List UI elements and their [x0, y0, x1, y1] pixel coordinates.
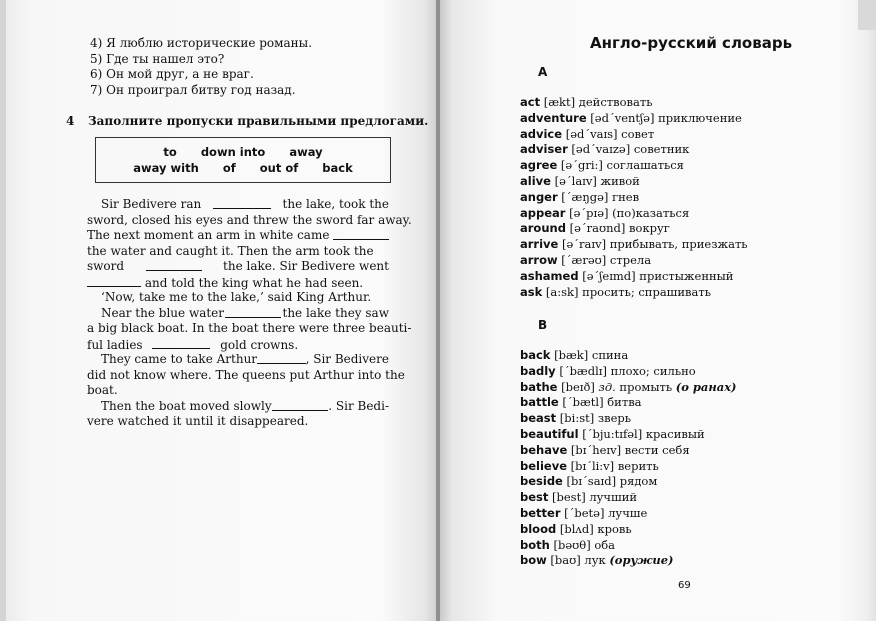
headword: arrow — [520, 252, 558, 267]
headword: badly — [520, 363, 556, 378]
entry-definition: [ə΄gri:] соглашаться — [557, 158, 684, 173]
entry-definition: [ə΄laɪv] живой — [550, 173, 640, 188]
dictionary-entry — [520, 459, 737, 475]
headword: beautiful — [520, 426, 579, 441]
story-fragment: gold crowns. — [220, 337, 299, 352]
headword: bathe — [520, 379, 558, 394]
headword: blood — [520, 521, 557, 536]
entry-definition: [bɪ΄heɪv] вести себя — [567, 442, 690, 457]
entry-definition: [ə΄pɪə] (по)казаться — [565, 205, 690, 220]
blank-line — [87, 275, 141, 287]
entry-definition: [best] лучший — [548, 490, 638, 505]
story-line — [87, 337, 389, 353]
blank-line — [152, 337, 210, 349]
blank-line — [272, 399, 328, 411]
dictionary-entry — [520, 237, 748, 253]
word-option: away with — [133, 161, 199, 175]
dictionary-entry — [520, 142, 748, 158]
entry-definition: [əd΄vaɪzə] советник — [567, 142, 690, 157]
headword: both — [520, 537, 550, 552]
blank-line — [257, 352, 306, 364]
story-fragment: The next moment an arm in white came — [87, 228, 330, 242]
entry-definition: [a:sk] просить; спрашивать — [542, 284, 711, 299]
entry-definition: [bi:st] зверь — [556, 411, 632, 426]
word-option: out of — [259, 161, 299, 175]
dictionary-entry — [520, 522, 737, 538]
story-fragment: Sir Bedivere ran — [101, 197, 202, 211]
headword: believe — [520, 458, 568, 473]
story-text — [87, 197, 412, 430]
dictionary-entry — [520, 553, 737, 569]
headword: anger — [520, 189, 558, 204]
story-fragment: . Sir Bedi- — [328, 398, 389, 413]
headword: behave — [520, 442, 568, 457]
headword: act — [520, 95, 541, 109]
section-letter-a: A — [538, 65, 548, 79]
headword: bow — [520, 553, 547, 568]
story-fragment: ful ladies — [87, 337, 143, 352]
story-line: sword, closed his eyes and threw the sword far away. — [87, 212, 412, 227]
dictionary-entry — [520, 380, 737, 396]
story-line — [87, 275, 389, 291]
page-corner — [858, 0, 876, 30]
page-number: 69 — [678, 580, 691, 591]
entry-definition: [əd΄vaɪs] совет — [562, 126, 655, 141]
headword: agree — [520, 158, 558, 173]
dictionary-entry — [520, 506, 737, 522]
dictionary-entry — [520, 206, 748, 222]
entry-note: зд. — [598, 379, 616, 394]
story-line: ‘Now, take me to the lake,’ said King Arthur. — [101, 290, 372, 304]
story-line: did not know where. The queens put Arthur into the — [87, 367, 405, 382]
entry-definition: [΄bædlɪ] плохо; сильно — [555, 363, 696, 378]
left-page-edge — [0, 0, 6, 621]
dictionary-entry — [520, 285, 748, 301]
book-gutter — [436, 0, 440, 621]
dictionary-title: Англо-русский словарь — [590, 34, 793, 52]
story-fragment: Near the blue water — [101, 305, 225, 320]
story-line: the water and caught it. Then the arm took the — [87, 243, 374, 258]
sentence-item: 7) Он проиграл битву год назад. — [90, 82, 296, 97]
exercise-number: 4 — [66, 114, 75, 128]
word-option: of — [222, 161, 236, 175]
word-option: back — [322, 161, 353, 175]
word-box-row — [96, 160, 390, 176]
entry-definition: [beɪð] — [557, 379, 599, 394]
dictionary-entry — [520, 364, 737, 380]
entry-definition: [ə΄raʊnd] вокруг — [565, 221, 670, 236]
entry-definition: [ə΄ʃeɪmd] пристыженный — [578, 268, 734, 283]
headword: appear — [520, 205, 566, 220]
word-option: to — [163, 145, 177, 159]
dictionary-entry — [520, 174, 748, 190]
dictionary-entry — [520, 411, 737, 427]
entries-b — [520, 348, 737, 569]
dictionary-entry — [520, 253, 748, 269]
dictionary-entry — [520, 538, 737, 554]
dictionary-entry — [520, 474, 737, 490]
entry-note: (оружие) — [609, 553, 674, 568]
blank-line — [213, 197, 271, 209]
entry-definition: [΄betə] лучше — [560, 505, 648, 520]
story-line — [87, 197, 389, 213]
entry-note: (о ранах) — [675, 379, 737, 394]
headword: ashamed — [520, 268, 579, 283]
dictionary-entry — [520, 221, 748, 237]
entry-definition: [bəʊθ] оба — [549, 537, 616, 552]
story-fragment: , Sir Bedivere — [305, 352, 389, 366]
blank-line — [146, 259, 202, 271]
story-fragment: Then the boat moved slowly — [101, 398, 272, 413]
dictionary-entry — [520, 269, 748, 285]
sentence-item: 4) Я люблю исторические романы. — [90, 36, 313, 50]
dictionary-entry — [520, 190, 748, 206]
entry-definition: [əd΄ventʃə] приключение — [586, 110, 742, 125]
sentence-item: 5) Где ты нашел это? — [90, 51, 225, 66]
word-option: away — [289, 145, 323, 159]
story-line — [87, 306, 389, 322]
story-line: a big black boat. In the boat there were three beauti- — [87, 321, 412, 335]
story-fragment: the lake. Sir Bedivere went — [223, 259, 389, 273]
dictionary-entry — [520, 443, 737, 459]
entry-definition: [bɪ΄saɪd] рядом — [562, 474, 658, 489]
story-fragment: the lake they saw — [282, 305, 389, 320]
dictionary-entry — [520, 158, 748, 174]
blank-line — [225, 306, 281, 318]
story-fragment: and told the king what he had seen. — [144, 275, 364, 290]
entry-definition: [ækt] действовать — [540, 95, 653, 109]
dictionary-entry — [520, 111, 748, 127]
section-letter-b: B — [538, 318, 548, 332]
headword: around — [520, 221, 566, 236]
entries-a — [520, 95, 748, 300]
story-fragment: sword — [87, 259, 125, 273]
headword: battle — [520, 395, 559, 410]
sentence-list — [90, 36, 312, 98]
entry-definition: [΄ærəʊ] стрела — [557, 252, 652, 267]
word-box — [95, 137, 391, 183]
dictionary-entry — [520, 490, 737, 506]
story-line: vere watched it until it disappeared. — [87, 414, 309, 428]
headword: alive — [520, 173, 551, 188]
entry-definition: [ə΄raɪv] прибывать, приезжать — [558, 237, 748, 252]
exercise-instruction: Заполните пропуски правильными предлогами. — [88, 114, 429, 128]
sentence-item: 6) Он мой друг, а не враг. — [90, 67, 254, 81]
headword: better — [520, 505, 561, 520]
story-line — [87, 399, 389, 415]
entry-definition: [΄bætl] битва — [558, 395, 642, 410]
exercise-heading — [66, 114, 428, 128]
dictionary-entry — [520, 348, 737, 364]
word-box-row — [96, 144, 390, 160]
blank-line — [333, 228, 389, 240]
story-line — [87, 352, 389, 368]
entry-definition: [bɪ΄li:v] верить — [567, 458, 659, 473]
entry-definition: [bæk] спина — [550, 348, 629, 362]
headword: arrive — [520, 237, 559, 252]
headword: beast — [520, 411, 557, 426]
headword: ask — [520, 284, 543, 299]
entry-definition: [blʌd] кровь — [556, 521, 632, 536]
word-option: down into — [200, 145, 266, 159]
headword: adventure — [520, 110, 587, 125]
story-fragment: They came to take Arthur — [101, 352, 258, 366]
dictionary-entry — [520, 395, 737, 411]
entry-definition: промыть — [615, 379, 676, 394]
dictionary-entry — [520, 427, 737, 443]
entry-definition: [΄æŋgə] гнев — [557, 189, 640, 204]
entry-definition: [baʊ] лук — [546, 553, 610, 568]
dictionary-entry — [520, 95, 748, 111]
story-line — [87, 259, 389, 275]
story-line: boat. — [87, 383, 118, 397]
headword: back — [520, 348, 551, 362]
entry-definition: [΄bju:tɪfəl] красивый — [578, 426, 705, 441]
headword: adviser — [520, 142, 568, 157]
story-line — [87, 228, 389, 244]
story-fragment: the lake, took the — [282, 197, 389, 211]
headword: best — [520, 490, 549, 505]
headword: advice — [520, 126, 563, 141]
headword: beside — [520, 474, 563, 489]
dictionary-entry — [520, 127, 748, 143]
